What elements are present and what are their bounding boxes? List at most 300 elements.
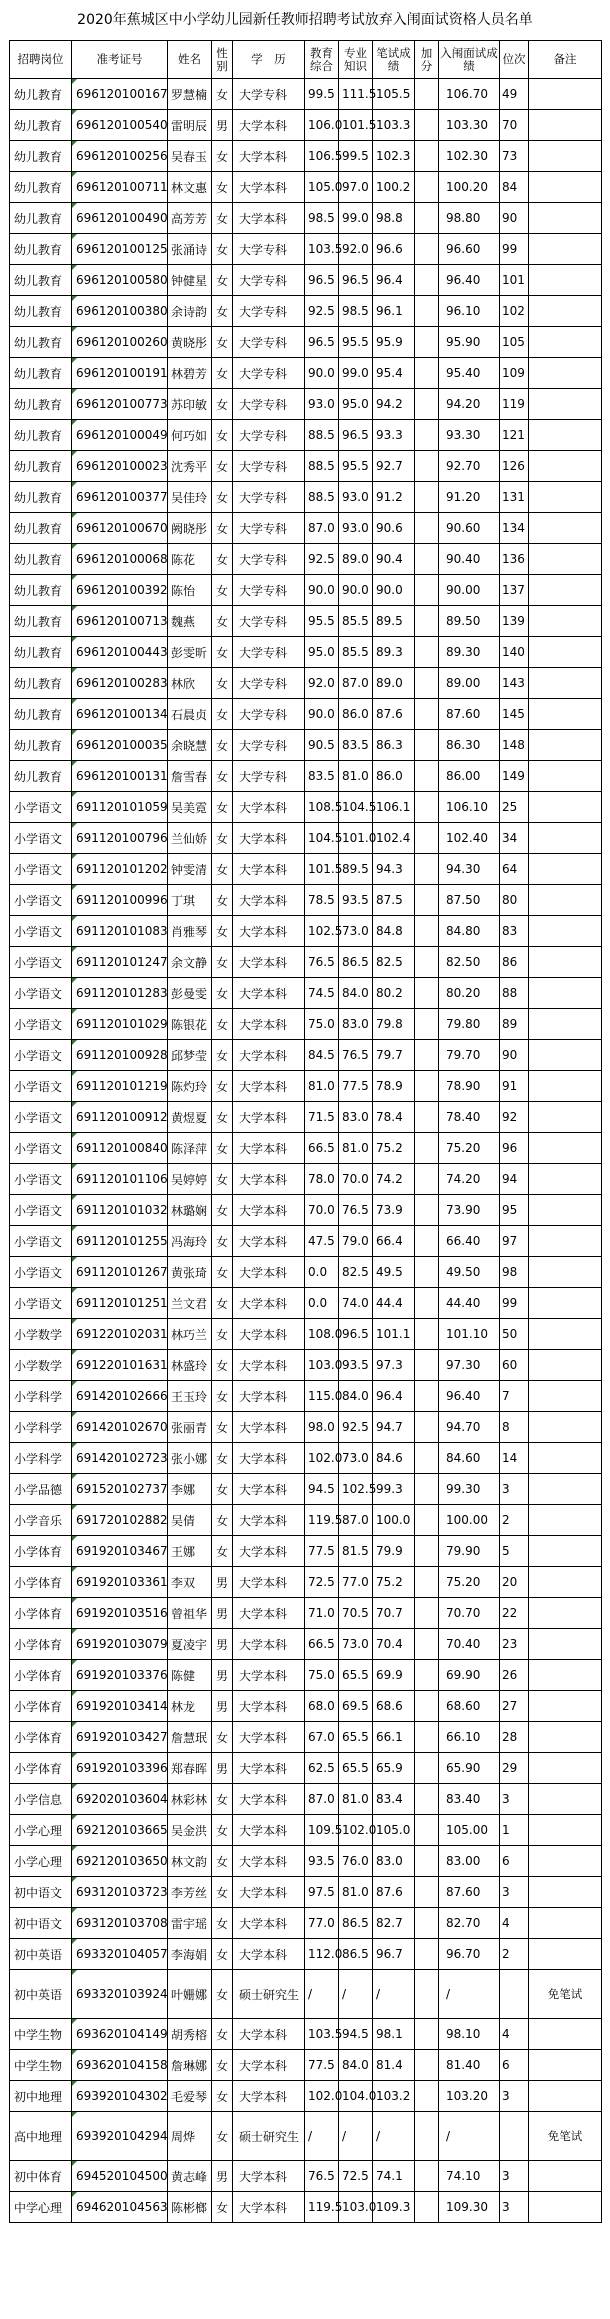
- cell-post: [10, 761, 72, 792]
- cell-education-text: 大学专科: [239, 738, 288, 753]
- cell-edu-score-text: 88.5: [308, 428, 335, 442]
- cell-gender: [212, 2019, 233, 2050]
- cell-written-score: [373, 1567, 415, 1598]
- cell-major-score: [339, 575, 373, 606]
- cell-name: [168, 730, 212, 761]
- cell-marker-icon: [72, 1660, 77, 1665]
- cell-edu-score: [305, 451, 339, 482]
- cell-bonus: [415, 203, 439, 234]
- cell-exam-id-text: 694520104500: [76, 2169, 168, 2183]
- cell-post-text: 小学语文: [14, 1017, 63, 1032]
- cell-interview-score-text: 106.70: [446, 87, 488, 101]
- cell-interview-score-text: 83.00: [446, 1854, 481, 1868]
- cell-gender: [212, 1133, 233, 1164]
- cell-major-score: [339, 544, 373, 575]
- cell-major-score-text: 104.0: [342, 2089, 377, 2103]
- cell-rank-text: 6: [502, 2058, 510, 2072]
- cell-bonus: [415, 1660, 439, 1691]
- cell-written-score-text: 96.7: [376, 1947, 403, 1961]
- cell-bonus: [415, 1288, 439, 1319]
- cell-exam-id-text: 691520102737: [76, 1482, 168, 1496]
- cell-post: [10, 1288, 72, 1319]
- cell-post-text: 小学体育: [14, 1761, 63, 1776]
- cell-rank-text: 98: [502, 1265, 518, 1279]
- cell-remarks: [529, 79, 602, 110]
- cell-post-text: 幼儿教育: [14, 614, 63, 629]
- cell-bonus: [415, 451, 439, 482]
- table-row: [10, 2081, 602, 2112]
- cell-post: [10, 1536, 72, 1567]
- cell-exam-id: [72, 110, 168, 141]
- table-row: [10, 1009, 602, 1040]
- cell-marker-icon: [72, 1846, 77, 1851]
- cell-rank-text: 3: [502, 2200, 510, 2214]
- cell-written-score-text: 86.0: [376, 769, 403, 783]
- cell-remarks: [529, 451, 602, 482]
- cell-gender-text: 女: [215, 955, 228, 970]
- cell-marker-icon: [72, 916, 77, 921]
- cell-education: [233, 1629, 305, 1660]
- cell-interview-score-text: 96.10: [446, 304, 481, 318]
- cell-bonus: [415, 1877, 439, 1908]
- cell-gender: [212, 234, 233, 265]
- cell-major-score: [339, 358, 373, 389]
- cell-bonus: [415, 2192, 439, 2223]
- cell-major-score-text: 81.0: [342, 1885, 369, 1899]
- cell-rank: [500, 1443, 529, 1474]
- cell-remarks: [529, 885, 602, 916]
- cell-interview-score: [439, 978, 500, 1009]
- cell-interview-score-text: 66.10: [446, 1730, 481, 1744]
- cell-major-score: [339, 1195, 373, 1226]
- cell-bonus: [415, 730, 439, 761]
- cell-major-score: [339, 451, 373, 482]
- cell-post: [10, 1195, 72, 1226]
- cell-bonus: [415, 110, 439, 141]
- cell-edu-score: [305, 513, 339, 544]
- cell-rank-text: 88: [502, 986, 518, 1000]
- cell-education: [233, 110, 305, 141]
- cell-gender-text: 女: [215, 1916, 228, 1931]
- cell-rank-text: 64: [502, 862, 518, 876]
- cell-name: [168, 1226, 212, 1257]
- cell-rank: [500, 1660, 529, 1691]
- cell-edu-score-text: 67.0: [308, 1730, 335, 1744]
- cell-exam-id-text: 691120101202: [76, 862, 168, 876]
- cell-exam-id-text: 694620104563: [76, 2200, 168, 2214]
- cell-education: [233, 606, 305, 637]
- cell-exam-id-text: 692120103665: [76, 1823, 168, 1837]
- cell-name: [168, 1629, 212, 1660]
- cell-gender-text: 女: [215, 1172, 228, 1187]
- cell-written-score: [373, 1226, 415, 1257]
- cell-edu-score: [305, 761, 339, 792]
- cell-written-score-text: 92.7: [376, 459, 403, 473]
- cell-rank-text: 109: [502, 366, 525, 380]
- cell-exam-id-text: 696120100035: [76, 738, 168, 752]
- cell-exam-id: [72, 1722, 168, 1753]
- cell-interview-score-text: 103.30: [446, 118, 488, 132]
- cell-edu-score-text: 76.5: [308, 955, 335, 969]
- cell-bonus: [415, 1195, 439, 1226]
- cell-gender: [212, 1164, 233, 1195]
- cell-gender-text: 男: [215, 1575, 228, 1590]
- cell-interview-score-text: 94.70: [446, 1420, 481, 1434]
- cell-interview-score-text: 89.30: [446, 645, 481, 659]
- cell-exam-id-text: 691920103414: [76, 1699, 168, 1713]
- cell-name: [168, 1567, 212, 1598]
- cell-edu-score-text: 108.0: [308, 1327, 343, 1341]
- cell-interview-score-text: 83.40: [446, 1792, 481, 1806]
- cell-rank-text: 91: [502, 1079, 518, 1093]
- cell-bonus: [415, 1071, 439, 1102]
- cell-edu-score-text: 115.0: [308, 1389, 343, 1403]
- cell-major-score: [339, 792, 377, 823]
- cell-major-score-text: 86.5: [342, 1916, 369, 1930]
- cell-education: [233, 1660, 305, 1691]
- cell-name: [168, 668, 212, 699]
- cell-major-score-text: 86.5: [342, 1947, 369, 1961]
- cell-major-score: [339, 978, 373, 1009]
- cell-interview-score-text: 84.80: [446, 924, 481, 938]
- cell-marker-icon: [72, 79, 77, 84]
- cell-rank-text: 80: [502, 893, 518, 907]
- cell-gender-text: 女: [215, 893, 228, 908]
- cell-post: [10, 668, 72, 699]
- cell-exam-id-text: 693920104294: [76, 2129, 168, 2143]
- cell-major-score: [339, 885, 373, 916]
- cell-interview-score-text: 44.40: [446, 1296, 481, 1310]
- cell-written-score: [373, 482, 415, 513]
- cell-rank: [500, 2050, 529, 2081]
- cell-major-score-text: 65.5: [342, 1761, 369, 1775]
- cell-rank: [500, 1195, 529, 1226]
- cell-exam-id-text: 696120100711: [76, 180, 168, 194]
- cell-written-score: [373, 1319, 415, 1350]
- cell-education: [233, 234, 305, 265]
- cell-exam-id-text: 696120100580: [76, 273, 168, 287]
- cell-written-score-text: 65.9: [376, 1761, 403, 1775]
- cell-rank-text: 60: [502, 1358, 518, 1372]
- cell-exam-id-text: 693120103708: [76, 1916, 168, 1930]
- cell-interview-score: [439, 234, 500, 265]
- cell-major-score: [339, 1133, 373, 1164]
- cell-name: [168, 1071, 212, 1102]
- cell-written-score: [373, 2081, 415, 2112]
- cell-written-score-text: 83.4: [376, 1792, 403, 1806]
- cell-gender-text: 女: [215, 1048, 228, 1063]
- cell-education: [233, 1071, 305, 1102]
- cell-post-text: 小学语文: [14, 862, 63, 877]
- cell-interview-score: [439, 792, 500, 823]
- cell-interview-score: [439, 1102, 500, 1133]
- cell-exam-id: [72, 544, 168, 575]
- cell-exam-id-text: 696120100125: [76, 242, 168, 256]
- cell-written-score-text: 97.3: [376, 1358, 403, 1372]
- cell-interview-score: [439, 1040, 500, 1071]
- cell-name: [168, 420, 212, 451]
- cell-name: [168, 265, 212, 296]
- cell-edu-score: [305, 606, 339, 637]
- cell-interview-score-text: 96.70: [446, 1947, 481, 1961]
- cell-remarks: [529, 1722, 602, 1753]
- cell-rank-text: 139: [502, 614, 525, 628]
- cell-education: [233, 916, 305, 947]
- cell-post-text: 高中地理: [14, 2129, 63, 2144]
- cell-gender: [212, 1846, 233, 1877]
- cell-edu-score-text: 103.0: [308, 1358, 343, 1372]
- cell-post-text: 初中英语: [14, 1947, 63, 1962]
- cell-gender-text: 女: [215, 1141, 228, 1156]
- cell-bonus: [415, 327, 439, 358]
- cell-written-score: [373, 668, 415, 699]
- cell-name: [168, 358, 212, 389]
- cell-written-score: [373, 2019, 415, 2050]
- cell-name: [168, 1939, 212, 1970]
- table-row: [10, 606, 602, 637]
- cell-edu-score-text: 66.5: [308, 1141, 335, 1155]
- cell-major-score-text: 73.0: [342, 1451, 369, 1465]
- cell-written-score: [373, 1009, 415, 1040]
- cell-name: [168, 1009, 212, 1040]
- cell-post-text: 初中体育: [14, 2169, 63, 2184]
- cell-exam-id: [72, 513, 168, 544]
- cell-rank: [500, 1102, 529, 1133]
- cell-interview-score-text: 90.00: [446, 583, 481, 597]
- cell-post-text: 幼儿教育: [14, 273, 63, 288]
- cell-remarks: [529, 1660, 602, 1691]
- cell-post: [10, 110, 72, 141]
- cell-marker-icon: [72, 420, 77, 425]
- cell-interview-score: [439, 2019, 500, 2050]
- cell-name: [168, 1319, 212, 1350]
- cell-marker-icon: [72, 2019, 77, 2024]
- cell-exam-id: [72, 1753, 168, 1784]
- cell-rank: [500, 1815, 529, 1846]
- cell-edu-score-text: 90.0: [308, 707, 335, 721]
- cell-education: [233, 1846, 305, 1877]
- cell-education-text: 大学本科: [239, 1637, 288, 1652]
- cell-major-score-text: 95.0: [342, 397, 369, 411]
- cell-rank-text: 96: [502, 1141, 518, 1155]
- cell-gender: [212, 1412, 233, 1443]
- cell-written-score-text: 79.8: [376, 1017, 403, 1031]
- cell-name: [168, 575, 212, 606]
- cell-gender-text: 女: [215, 800, 228, 815]
- cell-post: [10, 2019, 72, 2050]
- cell-written-score: [373, 1505, 415, 1536]
- table-row: [10, 1381, 602, 1412]
- cell-post: [10, 141, 72, 172]
- cell-edu-score-text: 101.5: [308, 862, 343, 876]
- cell-name: [168, 1753, 212, 1784]
- header-row: [10, 41, 602, 79]
- cell-post: [10, 1412, 72, 1443]
- cell-post-text: 幼儿教育: [14, 397, 63, 412]
- cell-edu-score-text: 103.5: [308, 2027, 343, 2041]
- cell-interview-score: [439, 1350, 500, 1381]
- cell-marker-icon: [72, 792, 77, 797]
- table-row: [10, 1846, 602, 1877]
- cell-gender: [212, 854, 233, 885]
- cell-gender: [212, 2050, 233, 2081]
- cell-interview-score-text: 96.60: [446, 242, 481, 256]
- table-row: [10, 761, 602, 792]
- cell-exam-id: [72, 1226, 168, 1257]
- cell-written-score-text: 69.9: [376, 1668, 403, 1682]
- cell-written-score-text: 96.1: [376, 304, 403, 318]
- cell-education-text: 大学本科: [239, 1792, 288, 1807]
- cell-rank: [500, 1970, 529, 2019]
- cell-name-text: 陈花: [171, 552, 196, 567]
- cell-remarks-text: 免笔试: [547, 1987, 583, 2001]
- cell-bonus: [415, 1133, 439, 1164]
- cell-education-text: 大学本科: [239, 1079, 288, 1094]
- cell-exam-id-text: 696120100167: [76, 87, 168, 101]
- cell-exam-id: [72, 1319, 168, 1350]
- cell-bonus: [415, 296, 439, 327]
- cell-written-score: [373, 172, 415, 203]
- cell-written-score-text: 75.2: [376, 1575, 403, 1589]
- cell-post-text: 小学语文: [14, 1234, 63, 1249]
- cell-name-text: 兰仙娇: [171, 831, 208, 846]
- cell-marker-icon: [72, 1009, 77, 1014]
- table-row: [10, 1536, 602, 1567]
- cell-education: [233, 1691, 305, 1722]
- cell-interview-score: [439, 2081, 500, 2112]
- cell-post: [10, 389, 72, 420]
- cell-edu-score: [305, 668, 339, 699]
- cell-education: [233, 79, 305, 110]
- cell-gender-text: 女: [215, 397, 228, 412]
- cell-education-text: 大学专科: [239, 645, 288, 660]
- cell-education: [233, 1164, 305, 1195]
- cell-rank: [500, 389, 529, 420]
- cell-interview-score: [439, 451, 500, 482]
- cell-edu-score-text: 92.0: [308, 676, 335, 690]
- cell-education-text: 大学专科: [239, 335, 288, 350]
- cell-education-text: 大学专科: [239, 552, 288, 567]
- cell-rank: [500, 947, 529, 978]
- cell-interview-score: [439, 1753, 500, 1784]
- cell-education-text: 大学本科: [239, 2058, 288, 2073]
- cell-name: [168, 2081, 212, 2112]
- cell-written-score: [373, 1288, 415, 1319]
- cell-edu-score-text: 0.0: [308, 1296, 328, 1310]
- cell-exam-id-text: 691120100840: [76, 1141, 168, 1155]
- cell-post-text: 小学数学: [14, 1358, 63, 1373]
- cell-rank: [500, 1598, 529, 1629]
- cell-marker-icon: [72, 730, 77, 735]
- cell-post: [10, 575, 72, 606]
- cell-name-text: 高芳芳: [171, 211, 208, 226]
- cell-written-score-text: 79.7: [376, 1048, 403, 1062]
- cell-gender: [212, 110, 233, 141]
- cell-education: [233, 947, 305, 978]
- cell-bonus: [415, 141, 439, 172]
- cell-name: [168, 1102, 212, 1133]
- cell-name: [168, 296, 212, 327]
- cell-name-text: 李芳丝: [171, 1885, 208, 1900]
- table-row: [10, 1753, 602, 1784]
- cell-education-text: 大学本科: [239, 1730, 288, 1745]
- cell-name-text: 余晓慧: [171, 738, 208, 753]
- cell-interview-score-text: 98.80: [446, 211, 481, 225]
- cell-post: [10, 1009, 72, 1040]
- cell-marker-icon: [72, 1412, 77, 1417]
- cell-rank-text: 4: [502, 2027, 510, 2041]
- cell-education-text: 大学本科: [239, 1358, 288, 1373]
- cell-major-score-text: 81.0: [342, 1141, 369, 1155]
- cell-interview-score-text: 80.20: [446, 986, 481, 1000]
- cell-post: [10, 1908, 72, 1939]
- cell-interview-score: [439, 2050, 500, 2081]
- cell-edu-score: [305, 79, 339, 110]
- cell-exam-id-text: 696120100670: [76, 521, 168, 535]
- cell-interview-score-text: 94.30: [446, 862, 481, 876]
- cell-name-text: 詹雪春: [171, 769, 208, 784]
- cell-interview-score-text: 100.20: [446, 180, 488, 194]
- cell-interview-score: [439, 79, 500, 110]
- cell-exam-id: [72, 2192, 168, 2223]
- cell-post: [10, 79, 72, 110]
- cell-interview-score-text: 73.90: [446, 1203, 481, 1217]
- cell-education: [233, 1505, 305, 1536]
- cell-edu-score-text: 75.0: [308, 1017, 335, 1031]
- cell-gender: [212, 1350, 233, 1381]
- cell-rank: [500, 2081, 529, 2112]
- cell-exam-id-text: 691920103427: [76, 1730, 168, 1744]
- cell-rank-text: 50: [502, 1327, 518, 1341]
- cell-name-text: 曾祖华: [171, 1606, 208, 1621]
- cell-name-text: 林盛玲: [171, 1358, 208, 1373]
- cell-edu-score-text: 90.0: [308, 583, 335, 597]
- cell-bonus: [415, 172, 439, 203]
- cell-written-score: [373, 1815, 415, 1846]
- cell-rank-text: 23: [502, 1637, 518, 1651]
- cell-post: [10, 1598, 72, 1629]
- cell-major-score-text: 92.5: [342, 1420, 369, 1434]
- cell-exam-id-text: 691120101247: [76, 955, 168, 969]
- cell-bonus: [415, 1567, 439, 1598]
- cell-written-score: [373, 2112, 415, 2161]
- cell-major-score-text: 81.0: [342, 769, 369, 783]
- cell-remarks: [529, 296, 602, 327]
- cell-gender-text: 女: [215, 645, 228, 660]
- cell-written-score-text: 66.1: [376, 1730, 403, 1744]
- cell-name: [168, 1722, 212, 1753]
- cell-education-text: 大学本科: [239, 1823, 288, 1838]
- cell-exam-id: [72, 1288, 168, 1319]
- cell-exam-id: [72, 606, 168, 637]
- cell-gender: [212, 1598, 233, 1629]
- cell-bonus: [415, 668, 439, 699]
- cell-written-score: [373, 389, 415, 420]
- cell-rank: [500, 265, 529, 296]
- cell-education: [233, 1815, 305, 1846]
- cell-education-text: 大学本科: [239, 1420, 288, 1435]
- cell-gender: [212, 2192, 233, 2223]
- cell-marker-icon: [72, 1629, 77, 1634]
- cell-post-text: 幼儿教育: [14, 87, 63, 102]
- header-edu-score: 教育综合: [305, 41, 339, 79]
- table-row: [10, 575, 602, 606]
- cell-written-score: [373, 1753, 415, 1784]
- cell-education: [233, 1381, 305, 1412]
- cell-interview-score-text: 106.10: [446, 800, 488, 814]
- cell-name-text: 何巧如: [171, 428, 208, 443]
- cell-name-text: 吴金洪: [171, 1823, 208, 1838]
